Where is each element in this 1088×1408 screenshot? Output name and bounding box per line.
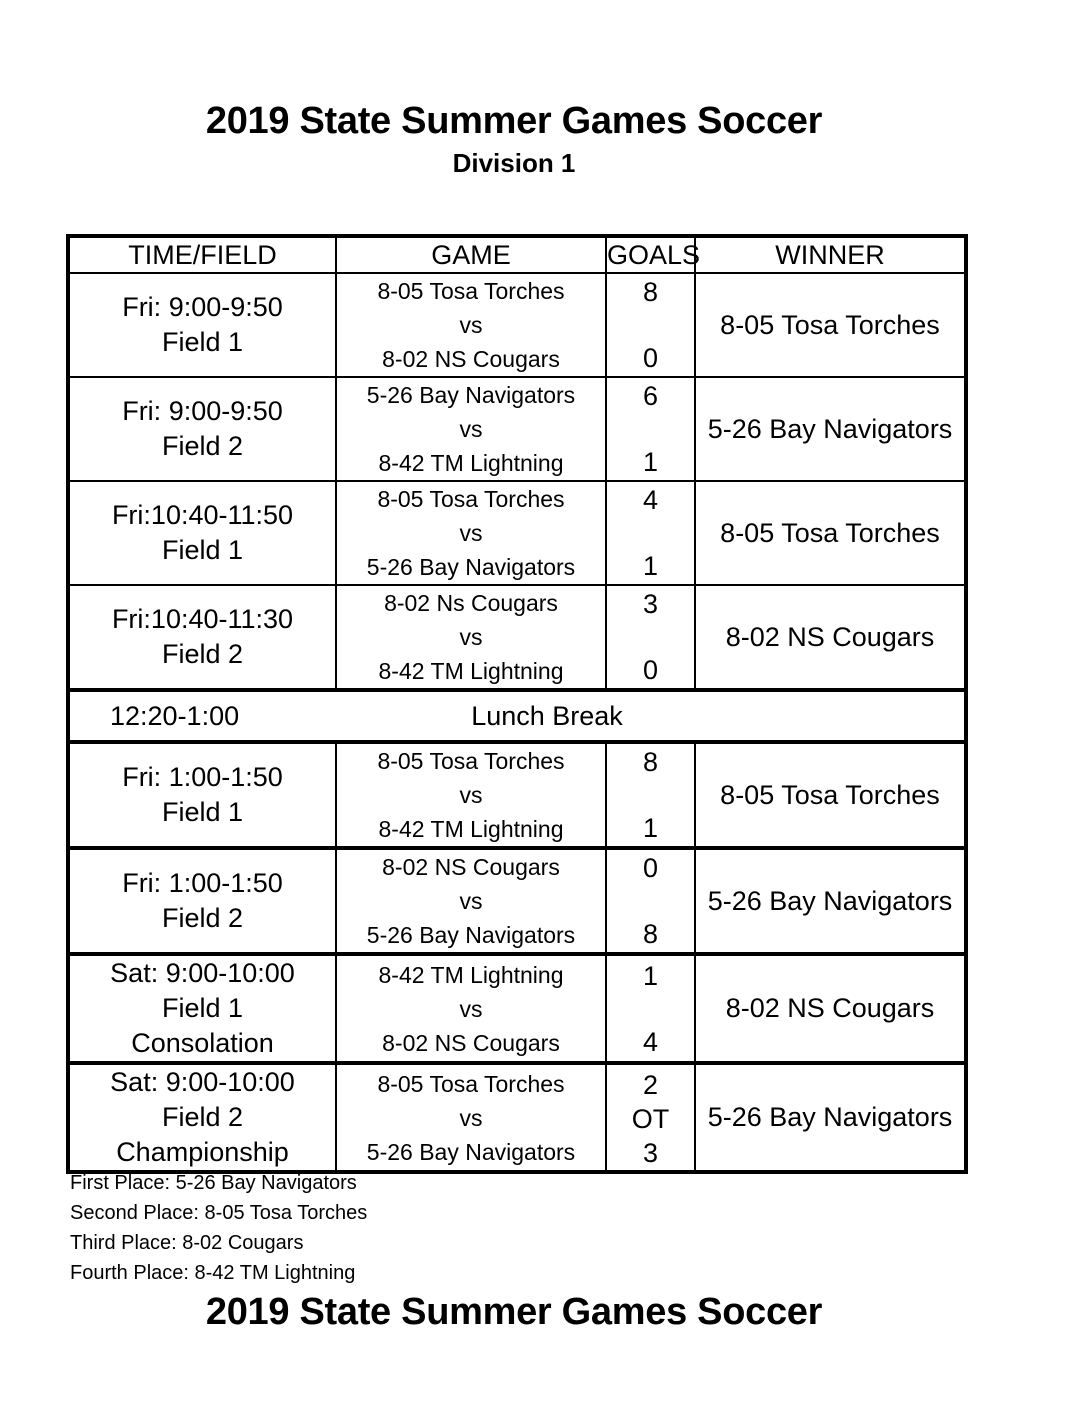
division-subtitle: Division 1 <box>452 148 576 178</box>
header-winner: WINNER <box>695 236 966 273</box>
time-field-cell <box>68 1063 336 1172</box>
fourth-place: Fourth Place: 8-42 TM Lightning <box>70 1262 356 1284</box>
overtime-label: OT <box>631 1103 670 1134</box>
versus-label: vs <box>459 782 483 808</box>
team-one-goals: 8 <box>642 277 659 307</box>
time-field-cell <box>68 742 336 848</box>
team-two: 8-02 NS Cougars <box>382 1029 560 1056</box>
game-round: Championship <box>116 1137 289 1167</box>
team-one-goals: 2 <box>642 1069 659 1100</box>
team-two-goals: 0 <box>642 655 659 685</box>
game-time: Fri: 9:00-9:50 <box>122 292 283 322</box>
team-one-goals: 3 <box>642 589 659 619</box>
winner-cell: 5-26 Bay Navigators <box>695 377 966 481</box>
game-row <box>68 377 966 481</box>
header-row <box>68 236 966 273</box>
third-place: Third Place: 8-02 Cougars <box>70 1232 304 1254</box>
goals-cell <box>606 954 695 1063</box>
game-row <box>68 848 966 954</box>
team-one: 8-02 Ns Cougars <box>384 590 558 616</box>
second-place: Second Place: 8-05 Tosa Torches <box>70 1202 368 1224</box>
schedule-table <box>66 234 968 1174</box>
lunch-break-row <box>68 690 966 742</box>
goals-cell <box>606 273 695 377</box>
game-time: Fri:10:40-11:50 <box>111 500 294 530</box>
game-time: Sat: 9:00-10:00 <box>110 1067 295 1097</box>
team-one: 8-05 Tosa Torches <box>377 1070 565 1097</box>
team-two: 5-26 Bay Navigators <box>366 922 576 948</box>
game-time: Fri: 9:00-9:50 <box>122 396 283 426</box>
goals-cell <box>606 848 695 954</box>
team-one: 5-26 Bay Navigators <box>366 382 576 408</box>
team-two-goals: 8 <box>642 919 659 949</box>
winner-cell: 8-05 Tosa Torches <box>695 742 966 848</box>
game-row <box>68 585 966 690</box>
goals-cell <box>606 377 695 481</box>
winner-cell: 5-26 Bay Navigators <box>695 848 966 954</box>
game-cell <box>336 742 606 848</box>
game-cell <box>336 1063 606 1172</box>
game-field: Field 1 <box>161 993 244 1023</box>
lunch-break-cell <box>68 690 966 742</box>
time-field-cell <box>68 585 336 690</box>
versus-label: vs <box>459 312 483 338</box>
final-standings <box>70 1168 367 1288</box>
header-time-field: TIME/FIELD <box>68 236 336 273</box>
game-time: Fri: 1:00-1:50 <box>122 762 283 792</box>
game-time: Fri: 1:00-1:50 <box>122 868 283 898</box>
game-field: Field 1 <box>161 327 244 357</box>
game-cell <box>336 585 606 690</box>
game-cell <box>336 273 606 377</box>
team-one: 8-05 Tosa Torches <box>377 486 565 512</box>
page-title: 2019 State Summer Games Soccer <box>205 100 823 142</box>
versus-label: vs <box>459 1104 483 1131</box>
game-cell <box>336 481 606 585</box>
lunch-label: Lunch Break <box>471 701 623 731</box>
game-time: Sat: 9:00-10:00 <box>110 958 295 988</box>
lunch-time: 12:20-1:00 <box>110 701 240 731</box>
game-row <box>68 742 966 848</box>
time-field-cell <box>68 273 336 377</box>
game-round: Consolation <box>131 1028 274 1058</box>
winner-cell: 8-02 NS Cougars <box>695 585 966 690</box>
winner-cell: 8-05 Tosa Torches <box>695 273 966 377</box>
game-field: Field 2 <box>161 639 244 669</box>
goals-cell <box>606 585 695 690</box>
team-two: 8-42 TM Lightning <box>378 450 564 476</box>
game-cell <box>336 377 606 481</box>
game-cell <box>336 954 606 1063</box>
team-two: 8-42 TM Lightning <box>378 658 564 684</box>
team-one-goals: 6 <box>642 381 659 411</box>
team-two-goals: 4 <box>642 1026 659 1057</box>
game-field: Field 1 <box>161 535 244 565</box>
game-field: Field 2 <box>161 903 244 933</box>
winner-cell: 8-02 NS Cougars <box>695 954 966 1063</box>
game-field: Field 2 <box>161 431 244 461</box>
team-two: 8-02 NS Cougars <box>382 346 560 372</box>
winner-cell: 8-05 Tosa Torches <box>695 481 966 585</box>
game-time: Fri:10:40-11:30 <box>111 604 294 634</box>
versus-label: vs <box>459 624 483 650</box>
time-field-cell <box>68 377 336 481</box>
team-one-goals: 1 <box>642 960 659 991</box>
time-field-cell <box>68 954 336 1063</box>
team-two-goals: 1 <box>642 551 659 581</box>
header-game: GAME <box>336 236 606 273</box>
goals-cell <box>606 1063 695 1172</box>
team-two-goals: 1 <box>642 813 659 843</box>
team-one: 8-05 Tosa Torches <box>377 748 565 774</box>
versus-label: vs <box>459 416 483 442</box>
team-two: 5-26 Bay Navigators <box>366 1138 576 1165</box>
goals-cell <box>606 481 695 585</box>
game-field: Field 1 <box>161 797 244 827</box>
team-two-goals: 3 <box>642 1137 659 1168</box>
versus-label: vs <box>459 995 483 1022</box>
game-row <box>68 481 966 585</box>
goals-cell <box>606 742 695 848</box>
team-one-goals: 8 <box>642 747 659 777</box>
team-one: 8-05 Tosa Torches <box>377 278 565 304</box>
winner-cell: 5-26 Bay Navigators <box>695 1063 966 1172</box>
team-one: 8-42 TM Lightning <box>378 961 564 988</box>
versus-label: vs <box>459 520 483 546</box>
team-two: 8-42 TM Lightning <box>378 816 564 842</box>
team-two-goals: 0 <box>642 343 659 373</box>
versus-label: vs <box>459 888 483 914</box>
game-row <box>68 273 966 377</box>
header-goals: GOALS <box>606 236 695 273</box>
game-row <box>68 1063 966 1172</box>
game-field: Field 2 <box>161 1102 244 1132</box>
game-cell <box>336 848 606 954</box>
time-field-cell <box>68 481 336 585</box>
time-field-cell <box>68 848 336 954</box>
team-two: 5-26 Bay Navigators <box>366 554 576 580</box>
team-one-goals: 4 <box>642 485 659 515</box>
team-one-goals: 0 <box>642 853 659 883</box>
next-page-title: 2019 State Summer Games Soccer <box>205 1291 823 1333</box>
team-two-goals: 1 <box>642 447 659 477</box>
game-row <box>68 954 966 1063</box>
first-place: First Place: 5-26 Bay Navigators <box>70 1172 357 1194</box>
team-one: 8-02 NS Cougars <box>382 854 560 880</box>
